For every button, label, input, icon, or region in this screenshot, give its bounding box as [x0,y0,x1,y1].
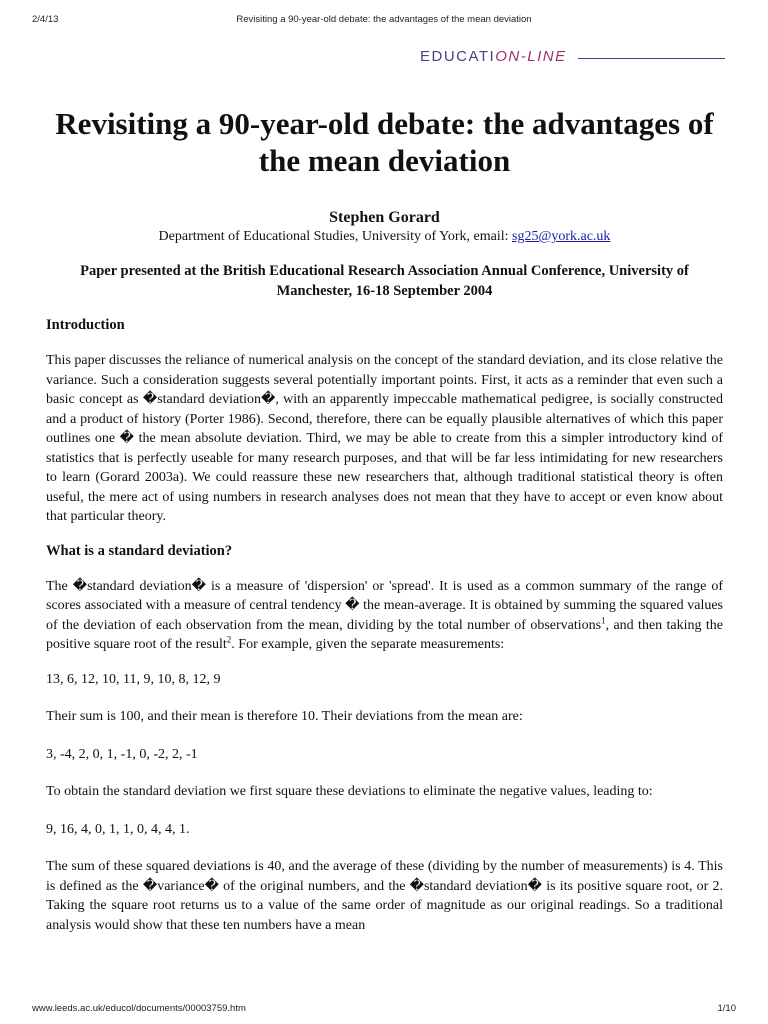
author-name: Stephen Gorard [329,209,440,226]
print-date: 2/4/13 [32,14,59,25]
intro-heading: Introduction [46,317,125,333]
squared-list: 9, 16, 4, 0, 1, 1, 0, 4, 4, 1. [46,821,190,837]
logo-text [420,47,567,67]
print-header [32,14,736,28]
sd-text-2: , and then taking the positive square root of the result [46,617,724,652]
sd-paragraph [46,577,723,655]
author-affiliation [46,228,723,246]
page-title: Revisiting a 90-year-old debate: the advantages of the mean deviation [55,106,714,178]
sd-heading: What is a standard deviation? [46,542,233,559]
print-url: www.leeds.ac.uk/educol/documents/00003759.htm [32,1003,246,1014]
intro-paragraph: This paper discusses the reliance of numerical analysis on the concept of the standard deviation, and its close relative the variance. Such a consideration suggests several potentially important points. First, it acts as a reminder that even such a basic concept as �standard deviation�, with an apparently impeccable mathematical pedigree, is socially constructed and a product of history (Porter 1986). Second, therefore, there can be equally plausible alternatives of which this paper outlines one � the mean absolute deviation. Third, we may be able to create from this a simpler introductory kind of statistics that is perfectly useable for many research purposes, and that will be far less intimidating for new researchers to learn (Gorard 2003a). We could reassure these new researchers that, although traditional statistical theory is often useful, the mere act of using numbers in research analyses does not mean that they have to accept or even know about that particular theory. [46,353,723,524]
variance-paragraph: The sum of these squared deviations is 40, and the average of these (dividing by the number of measurements) is 4. This is defined as the �variance� of the original numbers, and the �standard deviation� is its positive square root, or 2. Taking the square root returns us to a value of the same order of magnitude as our original readings. So a traditional analysis would show that these ten numbers have a mean [46,859,723,933]
print-footer [32,1003,736,1017]
logo-part-a: EDUCATI [420,48,496,65]
education-line-logo [420,47,725,69]
measurements-list: 13, 6, 12, 10, 11, 9, 10, 8, 12, 9 [46,671,221,687]
article-content [46,105,723,950]
sum-sentence: Their sum is 100, and their mean is therefore 10. Their deviations from the mean are: [46,709,523,724]
footnote-ref-1[interactable]: 1 [601,614,606,625]
footnote-ref-2[interactable]: 2 [226,634,232,645]
logo-part-b: ON-LINE [495,48,567,65]
conference-note: Paper presented at the British Educational Research Association Annual Conference, University of Manchester, 16-18 September 2004 [80,263,689,299]
email-link[interactable]: sg25@york.ac.uk [512,229,611,244]
affiliation-text: Department of Educational Studies, University of York, email: [158,229,512,244]
square-sentence: To obtain the standard deviation we first square these deviations to eliminate the negative values, leading to: [46,784,653,799]
sd-text-1: The �standard deviation� is a measure of 'dispersion' or 'spread'. It is used as a common summary of the range of scores associated with a measure of central tendency � the mean-average. It is obtained by summing the squared values of the deviation of each observation from the mean, dividing by the total number of observations [46,578,723,633]
page-number: 1/10 [717,1003,736,1014]
deviations-list: 3, -4, 2, 0, 1, -1, 0, -2, 2, -1 [46,746,198,762]
print-doc-title: Revisiting a 90-year-old debate: the advantages of the mean deviation [236,14,532,25]
logo-rule [578,58,725,59]
sd-text-3: . For example, given the separate measurements: [231,637,505,652]
